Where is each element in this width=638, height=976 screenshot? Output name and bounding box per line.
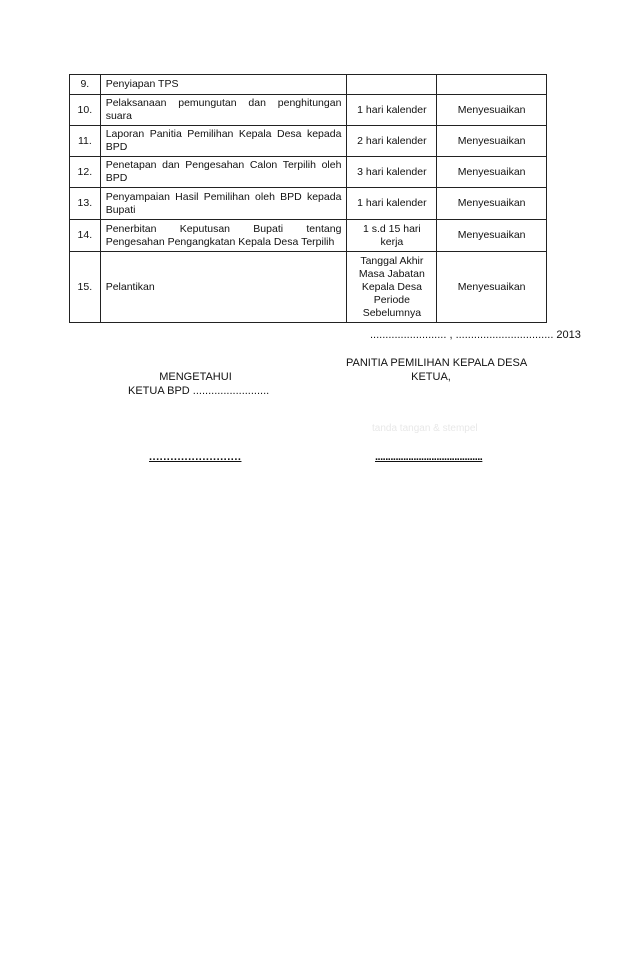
schedule-table: [69, 74, 547, 323]
activity-cell: Penetapan dan Pengesahan Calon Terpilih oleh BPD: [100, 157, 347, 188]
duration-cell: 1 hari kalender: [347, 95, 437, 126]
date-line: ......................... , ................................ 2013: [370, 329, 581, 341]
row-number: 14.: [70, 220, 101, 252]
committee-signature-line: ..........................................: [375, 451, 483, 463]
note-cell: Menyesuaikan: [437, 126, 547, 157]
note-cell: Menyesuaikan: [437, 252, 547, 323]
committee-title: PANITIA PEMILIHAN KEPALA DESA: [346, 357, 528, 369]
note-cell: [437, 75, 547, 95]
row-number: 15.: [70, 252, 101, 323]
duration-cell: 1 s.d 15 hari kerja: [347, 220, 437, 252]
row-number: 9.: [70, 75, 101, 95]
acknowledgement-title: MENGETAHUI: [159, 371, 232, 383]
table-row: [70, 188, 547, 220]
activity-cell: Pelaksanaan pemungutan dan penghitungan suara: [100, 95, 347, 126]
table-row: [70, 75, 547, 95]
duration-cell: 2 hari kalender: [347, 126, 437, 157]
duration-cell: [347, 75, 437, 95]
table-row: [70, 95, 547, 126]
activity-cell: Penyiapan TPS: [100, 75, 347, 95]
schedule-table-body: [70, 75, 547, 323]
table-row: [70, 252, 547, 323]
row-number: 10.: [70, 95, 101, 126]
table-row: [70, 126, 547, 157]
committee-block: [346, 356, 528, 384]
activity-cell: Laporan Panitia Pemilihan Kepala Desa kepada BPD: [100, 126, 347, 157]
table-row: [70, 220, 547, 252]
bpd-chair-label: KETUA BPD .........................: [128, 385, 270, 397]
note-cell: Menyesuaikan: [437, 220, 547, 252]
table-row: [70, 157, 547, 188]
note-cell: Menyesuaikan: [437, 95, 547, 126]
note-cell: Menyesuaikan: [437, 157, 547, 188]
duration-cell: 3 hari kalender: [347, 157, 437, 188]
activity-cell: Penyampaian Hasil Pemilihan oleh BPD kepada Bupati: [100, 188, 347, 220]
row-number: 12.: [70, 157, 101, 188]
activity-cell: Pelantikan: [100, 252, 347, 323]
duration-cell: Tanggal Akhir Masa Jabatan Kepala Desa Periode Sebelumnya: [347, 252, 437, 323]
signature-stamp-hint: tanda tangan & stempel: [372, 423, 478, 434]
activity-cell: Penerbitan Keputusan Bupati tentang Pengesahan Pengangkatan Kepala Desa Terpilih: [100, 220, 347, 252]
duration-cell: 1 hari kalender: [347, 188, 437, 220]
bpd-signature-line: ..........................: [149, 451, 242, 463]
acknowledgement-block: [128, 370, 270, 398]
row-number: 11.: [70, 126, 101, 157]
row-number: 13.: [70, 188, 101, 220]
note-cell: Menyesuaikan: [437, 188, 547, 220]
committee-chair-label: KETUA,: [411, 371, 451, 383]
